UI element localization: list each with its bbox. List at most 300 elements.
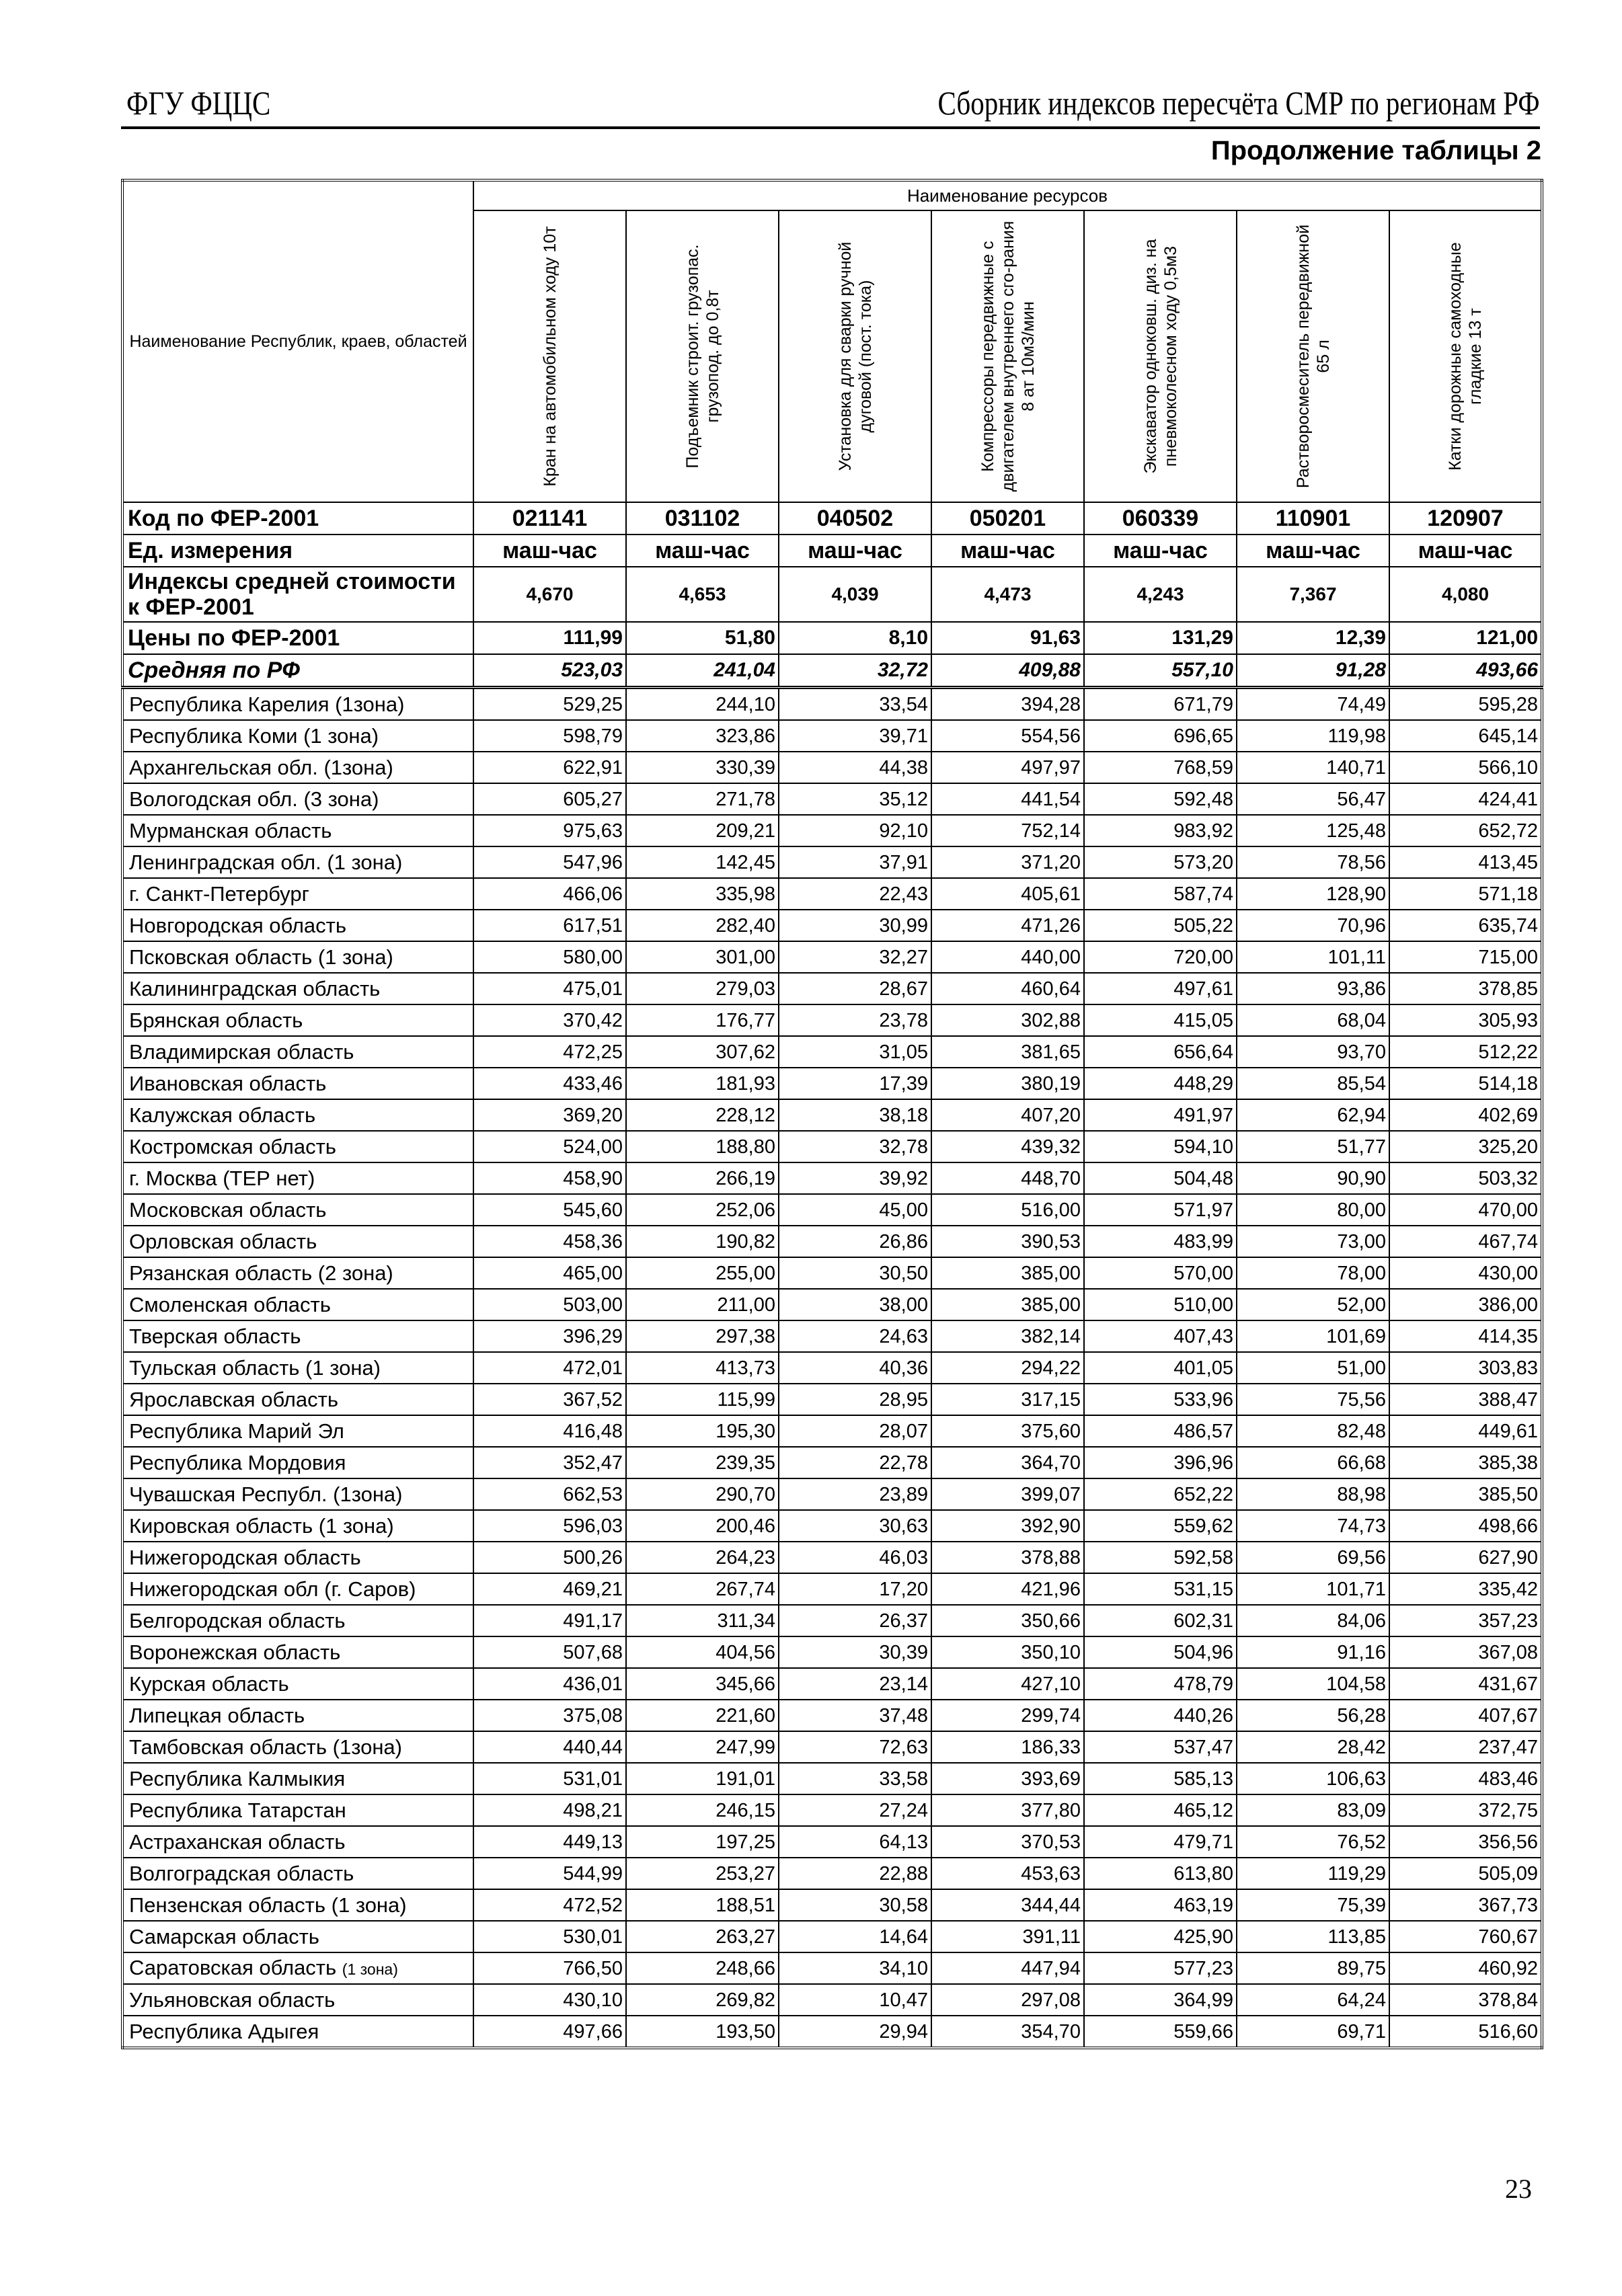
price-cell: 720,00 <box>1084 941 1237 973</box>
price-cell: 427,10 <box>931 1668 1084 1700</box>
table-row <box>122 720 1542 752</box>
price-cell: 56,47 <box>1237 783 1389 815</box>
price-cell: 191,01 <box>626 1763 779 1794</box>
region-name <box>122 1921 473 1952</box>
price-cell: 559,62 <box>1084 1510 1237 1542</box>
table-row <box>122 1004 1542 1036</box>
price-cell: 188,80 <box>626 1131 779 1162</box>
price-cell: 436,01 <box>473 1668 626 1700</box>
table-row <box>122 1194 1542 1226</box>
index-row-value: 4,653 <box>626 567 779 622</box>
price-cell: 479,71 <box>1084 1826 1237 1858</box>
price-cell: 352,47 <box>473 1447 626 1478</box>
rf-average-row-label: Средняя по РФ <box>122 654 473 688</box>
price-cell: 91,16 <box>1237 1636 1389 1668</box>
price-cell: 378,85 <box>1389 973 1542 1004</box>
price-cell: 375,60 <box>931 1415 1084 1447</box>
price-cell: 23,89 <box>779 1478 931 1510</box>
price-cell: 14,64 <box>779 1921 931 1952</box>
region-name <box>122 1384 473 1415</box>
price-cell: 350,66 <box>931 1605 1084 1636</box>
price-cell: 188,51 <box>626 1889 779 1921</box>
price-cell: 975,63 <box>473 815 626 846</box>
resource-header-label: Экскаватор одноковш. диз. на пневмоколесном ходу 0,5м3 <box>1141 239 1180 474</box>
price-cell: 74,73 <box>1237 1510 1389 1542</box>
price-cell: 463,19 <box>1084 1889 1237 1921</box>
price-cell: 330,39 <box>626 752 779 783</box>
region-name-text: Калужская область <box>129 1103 316 1127</box>
price-cell: 193,50 <box>626 2016 779 2048</box>
price-cell: 404,56 <box>626 1636 779 1668</box>
price-cell: 394,28 <box>931 688 1084 721</box>
price-cell: 585,13 <box>1084 1763 1237 1794</box>
price-cell: 211,00 <box>626 1289 779 1320</box>
table-row <box>122 1636 1542 1668</box>
fer-code-row-value: 021141 <box>473 502 626 535</box>
rf-average-row-value: 523,03 <box>473 654 626 688</box>
price-cell: 119,98 <box>1237 720 1389 752</box>
index-row-value: 4,473 <box>931 567 1084 622</box>
price-cell: 382,14 <box>931 1320 1084 1352</box>
page-header <box>121 79 1540 129</box>
price-cell: 491,17 <box>473 1605 626 1636</box>
price-cell: 392,90 <box>931 1510 1084 1542</box>
price-cell: 571,97 <box>1084 1194 1237 1226</box>
price-cell: 253,27 <box>626 1858 779 1889</box>
price-cell: 335,42 <box>1389 1573 1542 1605</box>
price-cell: 465,00 <box>473 1257 626 1289</box>
price-cell: 416,48 <box>473 1415 626 1447</box>
region-name-text: Владимирская область <box>129 1039 354 1064</box>
price-cell: 449,61 <box>1389 1415 1542 1447</box>
price-cell: 577,23 <box>1084 1952 1237 1984</box>
region-name-text: Республика Коми (1 зона) <box>129 723 379 748</box>
price-cell: 533,96 <box>1084 1384 1237 1415</box>
price-cell: 76,52 <box>1237 1826 1389 1858</box>
price-cell: 497,66 <box>473 2016 626 2048</box>
price-cell: 407,43 <box>1084 1320 1237 1352</box>
price-cell: 181,93 <box>626 1068 779 1099</box>
region-name <box>122 1731 473 1763</box>
region-name <box>122 1099 473 1131</box>
price-cell: 448,70 <box>931 1162 1084 1194</box>
table-row <box>122 1226 1542 1257</box>
table-row <box>122 1257 1542 1289</box>
price-cell: 140,71 <box>1237 752 1389 783</box>
price-cell: 514,18 <box>1389 1068 1542 1099</box>
resource-header-label: Катки дорожные самоходные гладкие 13 т <box>1446 242 1485 471</box>
price-cell: 414,35 <box>1389 1320 1542 1352</box>
price-cell: 104,58 <box>1237 1668 1389 1700</box>
price-cell: 440,44 <box>473 1731 626 1763</box>
price-cell: 37,91 <box>779 846 931 878</box>
index-row-value: 4,080 <box>1389 567 1542 622</box>
price-cell: 369,20 <box>473 1099 626 1131</box>
price-cell: 244,10 <box>626 688 779 721</box>
fer-code-row-value: 031102 <box>626 502 779 535</box>
price-cell: 69,71 <box>1237 2016 1389 2048</box>
price-cell: 430,00 <box>1389 1257 1542 1289</box>
price-cell: 375,08 <box>473 1700 626 1731</box>
price-cell: 570,00 <box>1084 1257 1237 1289</box>
table-body <box>122 502 1542 2048</box>
region-name <box>122 846 473 878</box>
price-cell: 478,79 <box>1084 1668 1237 1700</box>
price-cell: 24,63 <box>779 1320 931 1352</box>
price-cell: 90,90 <box>1237 1162 1389 1194</box>
price-cell: 472,01 <box>473 1352 626 1384</box>
table-row <box>122 1889 1542 1921</box>
table-row <box>122 1984 1542 2016</box>
price-cell: 125,48 <box>1237 815 1389 846</box>
price-cell: 367,52 <box>473 1384 626 1415</box>
price-cell: 255,00 <box>626 1257 779 1289</box>
price-cell: 453,63 <box>931 1858 1084 1889</box>
resource-header <box>626 210 779 502</box>
price-cell: 93,70 <box>1237 1036 1389 1068</box>
price-cell: 537,47 <box>1084 1731 1237 1763</box>
price-cell: 335,98 <box>626 878 779 910</box>
price-cell: 466,06 <box>473 878 626 910</box>
price-cell: 580,00 <box>473 941 626 973</box>
fer-price-row-value: 131,29 <box>1084 622 1237 654</box>
fer-price-row-value: 121,00 <box>1389 622 1542 654</box>
price-cell: 386,00 <box>1389 1289 1542 1320</box>
region-name <box>122 815 473 846</box>
price-cell: 396,96 <box>1084 1447 1237 1478</box>
fer-code-row-value: 120907 <box>1389 502 1542 535</box>
unit-row-value: маш-час <box>931 535 1084 567</box>
document-title: Сборник индексов пересчёта СМР по регионам РФ <box>937 84 1540 122</box>
price-cell: 516,60 <box>1389 2016 1542 2048</box>
price-cell: 370,53 <box>931 1826 1084 1858</box>
price-cell: 73,00 <box>1237 1226 1389 1257</box>
rf-average-row-value: 493,66 <box>1389 654 1542 688</box>
price-cell: 75,39 <box>1237 1889 1389 1921</box>
fer-code-row-value: 050201 <box>931 502 1084 535</box>
region-name <box>122 1131 473 1162</box>
price-cell: 28,42 <box>1237 1731 1389 1763</box>
price-cell: 101,71 <box>1237 1573 1389 1605</box>
price-cell: 573,20 <box>1084 846 1237 878</box>
price-cell: 17,39 <box>779 1068 931 1099</box>
price-cell: 23,14 <box>779 1668 931 1700</box>
table-row <box>122 783 1542 815</box>
price-cell: 425,90 <box>1084 1921 1237 1952</box>
price-cell: 307,62 <box>626 1036 779 1068</box>
region-name-header: Наименование Республик, краев, областей <box>122 180 473 502</box>
price-cell: 531,15 <box>1084 1573 1237 1605</box>
region-name <box>122 910 473 941</box>
price-cell: 372,75 <box>1389 1794 1542 1826</box>
table-row <box>122 1921 1542 1952</box>
price-cell: 622,91 <box>473 752 626 783</box>
price-cell: 447,94 <box>931 1952 1084 1984</box>
region-name-text: Орловская область <box>129 1229 317 1253</box>
price-cell: 30,39 <box>779 1636 931 1668</box>
region-name-text: Московская область <box>129 1197 327 1222</box>
price-cell: 388,47 <box>1389 1384 1542 1415</box>
region-name <box>122 1289 473 1320</box>
price-cell: 84,06 <box>1237 1605 1389 1636</box>
price-cell: 385,00 <box>931 1257 1084 1289</box>
price-cell: 512,22 <box>1389 1036 1542 1068</box>
price-cell: 39,71 <box>779 720 931 752</box>
price-cell: 587,74 <box>1084 878 1237 910</box>
region-name <box>122 1700 473 1731</box>
price-cell: 305,93 <box>1389 1004 1542 1036</box>
price-cell: 38,18 <box>779 1099 931 1131</box>
table-row <box>122 1289 1542 1320</box>
table-row <box>122 878 1542 910</box>
price-cell: 93,86 <box>1237 973 1389 1004</box>
price-cell: 44,38 <box>779 752 931 783</box>
price-cell: 424,41 <box>1389 783 1542 815</box>
price-cell: 627,90 <box>1389 1542 1542 1573</box>
region-name-text: Смоленская область <box>129 1292 331 1316</box>
price-cell: 317,15 <box>931 1384 1084 1415</box>
price-cell: 413,45 <box>1389 846 1542 878</box>
price-cell: 323,86 <box>626 720 779 752</box>
price-cell: 433,46 <box>473 1068 626 1099</box>
region-name-text: Воронежская область <box>129 1640 341 1664</box>
table-row <box>122 973 1542 1004</box>
table-row <box>122 752 1542 783</box>
price-cell: 385,00 <box>931 1289 1084 1320</box>
price-cell: 56,28 <box>1237 1700 1389 1731</box>
price-cell: 228,12 <box>626 1099 779 1131</box>
page-number: 23 <box>1505 2174 1532 2204</box>
table-row <box>122 1794 1542 1826</box>
price-cell: 344,44 <box>931 1889 1084 1921</box>
fer-price-row-value: 12,39 <box>1237 622 1389 654</box>
price-cell: 596,03 <box>473 1510 626 1542</box>
price-cell: 544,99 <box>473 1858 626 1889</box>
price-cell: 27,24 <box>779 1794 931 1826</box>
price-cell: 635,74 <box>1389 910 1542 941</box>
price-cell: 566,10 <box>1389 752 1542 783</box>
price-cell: 10,47 <box>779 1984 931 2016</box>
price-cell: 271,78 <box>626 783 779 815</box>
price-cell: 470,00 <box>1389 1194 1542 1226</box>
resource-header <box>779 210 931 502</box>
price-cell: 367,08 <box>1389 1636 1542 1668</box>
region-name <box>122 1257 473 1289</box>
price-cell: 471,26 <box>931 910 1084 941</box>
fer-price-row-value: 51,80 <box>626 622 779 654</box>
price-cell: 385,38 <box>1389 1447 1542 1478</box>
price-cell: 656,64 <box>1084 1036 1237 1068</box>
fer-price-row <box>122 622 1542 654</box>
region-name <box>122 973 473 1004</box>
price-cell: 498,21 <box>473 1794 626 1826</box>
region-name <box>122 1036 473 1068</box>
price-cell: 380,19 <box>931 1068 1084 1099</box>
resource-header <box>1389 210 1542 502</box>
price-cell: 345,66 <box>626 1668 779 1700</box>
price-cell: 516,00 <box>931 1194 1084 1226</box>
region-name-text: Ленинградская обл. (1 зона) <box>129 850 403 874</box>
fer-code-row <box>122 502 1542 535</box>
unit-row-value: маш-час <box>1237 535 1389 567</box>
price-cell: 378,88 <box>931 1542 1084 1573</box>
table-row <box>122 941 1542 973</box>
price-cell: 142,45 <box>626 846 779 878</box>
price-cell: 197,25 <box>626 1826 779 1858</box>
price-cell: 279,03 <box>626 973 779 1004</box>
price-cell: 371,20 <box>931 846 1084 878</box>
region-name-text: Мурманская область <box>129 818 332 842</box>
price-cell: 696,65 <box>1084 720 1237 752</box>
price-cell: 176,77 <box>626 1004 779 1036</box>
price-cell: 605,27 <box>473 783 626 815</box>
price-cell: 92,10 <box>779 815 931 846</box>
resource-header <box>473 210 626 502</box>
price-cell: 66,68 <box>1237 1447 1389 1478</box>
region-name-text: Белгородская область <box>129 1608 346 1632</box>
region-name-text: Рязанская область (2 зона) <box>129 1261 393 1285</box>
price-cell: 469,21 <box>473 1573 626 1605</box>
table-row <box>122 910 1542 941</box>
table-row <box>122 688 1542 721</box>
region-name <box>122 878 473 910</box>
price-cell: 507,68 <box>473 1636 626 1668</box>
region-name-text: Республика Адыгея <box>129 2019 319 2043</box>
price-cell: 356,56 <box>1389 1826 1542 1858</box>
region-name <box>122 1162 473 1194</box>
price-cell: 80,00 <box>1237 1194 1389 1226</box>
price-cell: 302,88 <box>931 1004 1084 1036</box>
price-cell: 475,01 <box>473 973 626 1004</box>
table-row <box>122 1826 1542 1858</box>
table-row <box>122 1352 1542 1384</box>
price-cell: 391,11 <box>931 1921 1084 1952</box>
table-row <box>122 1447 1542 1478</box>
price-cell: 37,48 <box>779 1700 931 1731</box>
price-cell: 28,07 <box>779 1415 931 1447</box>
rf-average-row-value: 557,10 <box>1084 654 1237 688</box>
region-name <box>122 1226 473 1257</box>
region-name <box>122 1542 473 1573</box>
table-row <box>122 2016 1542 2048</box>
region-name-text: Костромская область <box>129 1134 336 1158</box>
table-row <box>122 1384 1542 1415</box>
region-name-text: Псковская область (1 зона) <box>129 945 393 969</box>
price-cell: 89,75 <box>1237 1952 1389 1984</box>
resource-header-label: Подъемник строит. грузопас. грузопод. до 0,8т <box>683 244 722 469</box>
price-cell: 399,07 <box>931 1478 1084 1510</box>
price-cell: 22,88 <box>779 1858 931 1889</box>
region-name-text: Республика Марий Эл <box>129 1419 344 1443</box>
price-cell: 571,18 <box>1389 878 1542 910</box>
price-cell: 497,61 <box>1084 973 1237 1004</box>
region-name <box>122 2016 473 2048</box>
price-cell: 51,00 <box>1237 1352 1389 1384</box>
region-name-text: Чувашская Республ. (1зона) <box>129 1482 403 1506</box>
price-cell: 465,12 <box>1084 1794 1237 1826</box>
price-cell: 30,99 <box>779 910 931 941</box>
price-cell: 505,22 <box>1084 910 1237 941</box>
price-cell: 354,70 <box>931 2016 1084 2048</box>
region-name-text: Нижегородская обл (г. Саров) <box>129 1577 416 1601</box>
price-cell: 500,26 <box>473 1542 626 1573</box>
table-row <box>122 846 1542 878</box>
region-name <box>122 1004 473 1036</box>
fer-code-row-value: 060339 <box>1084 502 1237 535</box>
price-cell: 401,05 <box>1084 1352 1237 1384</box>
fer-price-row-label: Цены по ФЕР-2001 <box>122 622 473 654</box>
price-cell: 407,67 <box>1389 1700 1542 1731</box>
price-cell: 652,22 <box>1084 1478 1237 1510</box>
table-row <box>122 1731 1542 1763</box>
price-cell: 83,09 <box>1237 1794 1389 1826</box>
price-cell: 381,65 <box>931 1036 1084 1068</box>
region-name <box>122 783 473 815</box>
price-cell: 85,54 <box>1237 1068 1389 1099</box>
regional-index-table <box>121 179 1543 2049</box>
price-cell: 303,83 <box>1389 1352 1542 1384</box>
region-name-text: Курская область <box>129 1671 289 1696</box>
unit-row-value: маш-час <box>1084 535 1237 567</box>
price-cell: 440,26 <box>1084 1700 1237 1731</box>
price-cell: 39,92 <box>779 1162 931 1194</box>
region-name-text: Астраханская область <box>129 1829 346 1854</box>
rf-average-row <box>122 654 1542 688</box>
region-name <box>122 1826 473 1858</box>
price-cell: 594,10 <box>1084 1131 1237 1162</box>
region-name-text: Архангельская обл. (1зона) <box>129 755 393 779</box>
table-row <box>122 815 1542 846</box>
region-name-text: Волгоградская область <box>129 1861 354 1885</box>
table-row <box>122 1763 1542 1794</box>
region-name <box>122 1668 473 1700</box>
price-cell: 393,69 <box>931 1763 1084 1794</box>
price-cell: 297,38 <box>626 1320 779 1352</box>
table-continuation-label: Продолжение таблицы 2 <box>1210 136 1541 165</box>
price-cell: 248,66 <box>626 1952 779 1984</box>
price-cell: 602,31 <box>1084 1605 1237 1636</box>
index-row-label: Индексы средней стоимости к ФЕР-2001 <box>122 567 473 622</box>
unit-row-value: маш-час <box>626 535 779 567</box>
price-cell: 195,30 <box>626 1415 779 1447</box>
price-cell: 402,69 <box>1389 1099 1542 1131</box>
region-name-text: Саратовская область <box>129 1955 337 1979</box>
table-row <box>122 1068 1542 1099</box>
price-cell: 559,66 <box>1084 2016 1237 2048</box>
resource-header <box>1237 210 1389 502</box>
table-row <box>122 1858 1542 1889</box>
resource-header <box>931 210 1084 502</box>
price-cell: 101,11 <box>1237 941 1389 973</box>
price-cell: 30,63 <box>779 1510 931 1542</box>
price-cell: 128,90 <box>1237 878 1389 910</box>
price-cell: 431,67 <box>1389 1668 1542 1700</box>
region-zone-note: (1 зона) <box>342 1960 398 1978</box>
price-cell: 377,80 <box>931 1794 1084 1826</box>
price-cell: 74,49 <box>1237 688 1389 721</box>
fer-price-row-value: 8,10 <box>779 622 931 654</box>
price-cell: 483,46 <box>1389 1763 1542 1794</box>
region-name <box>122 941 473 973</box>
region-name-text: Республика Татарстан <box>129 1798 346 1822</box>
price-cell: 68,04 <box>1237 1004 1389 1036</box>
price-cell: 38,00 <box>779 1289 931 1320</box>
price-cell: 505,09 <box>1389 1858 1542 1889</box>
price-cell: 554,56 <box>931 720 1084 752</box>
resource-group-header: Наименование ресурсов <box>473 180 1542 210</box>
table-row <box>122 1099 1542 1131</box>
price-cell: 31,05 <box>779 1036 931 1068</box>
